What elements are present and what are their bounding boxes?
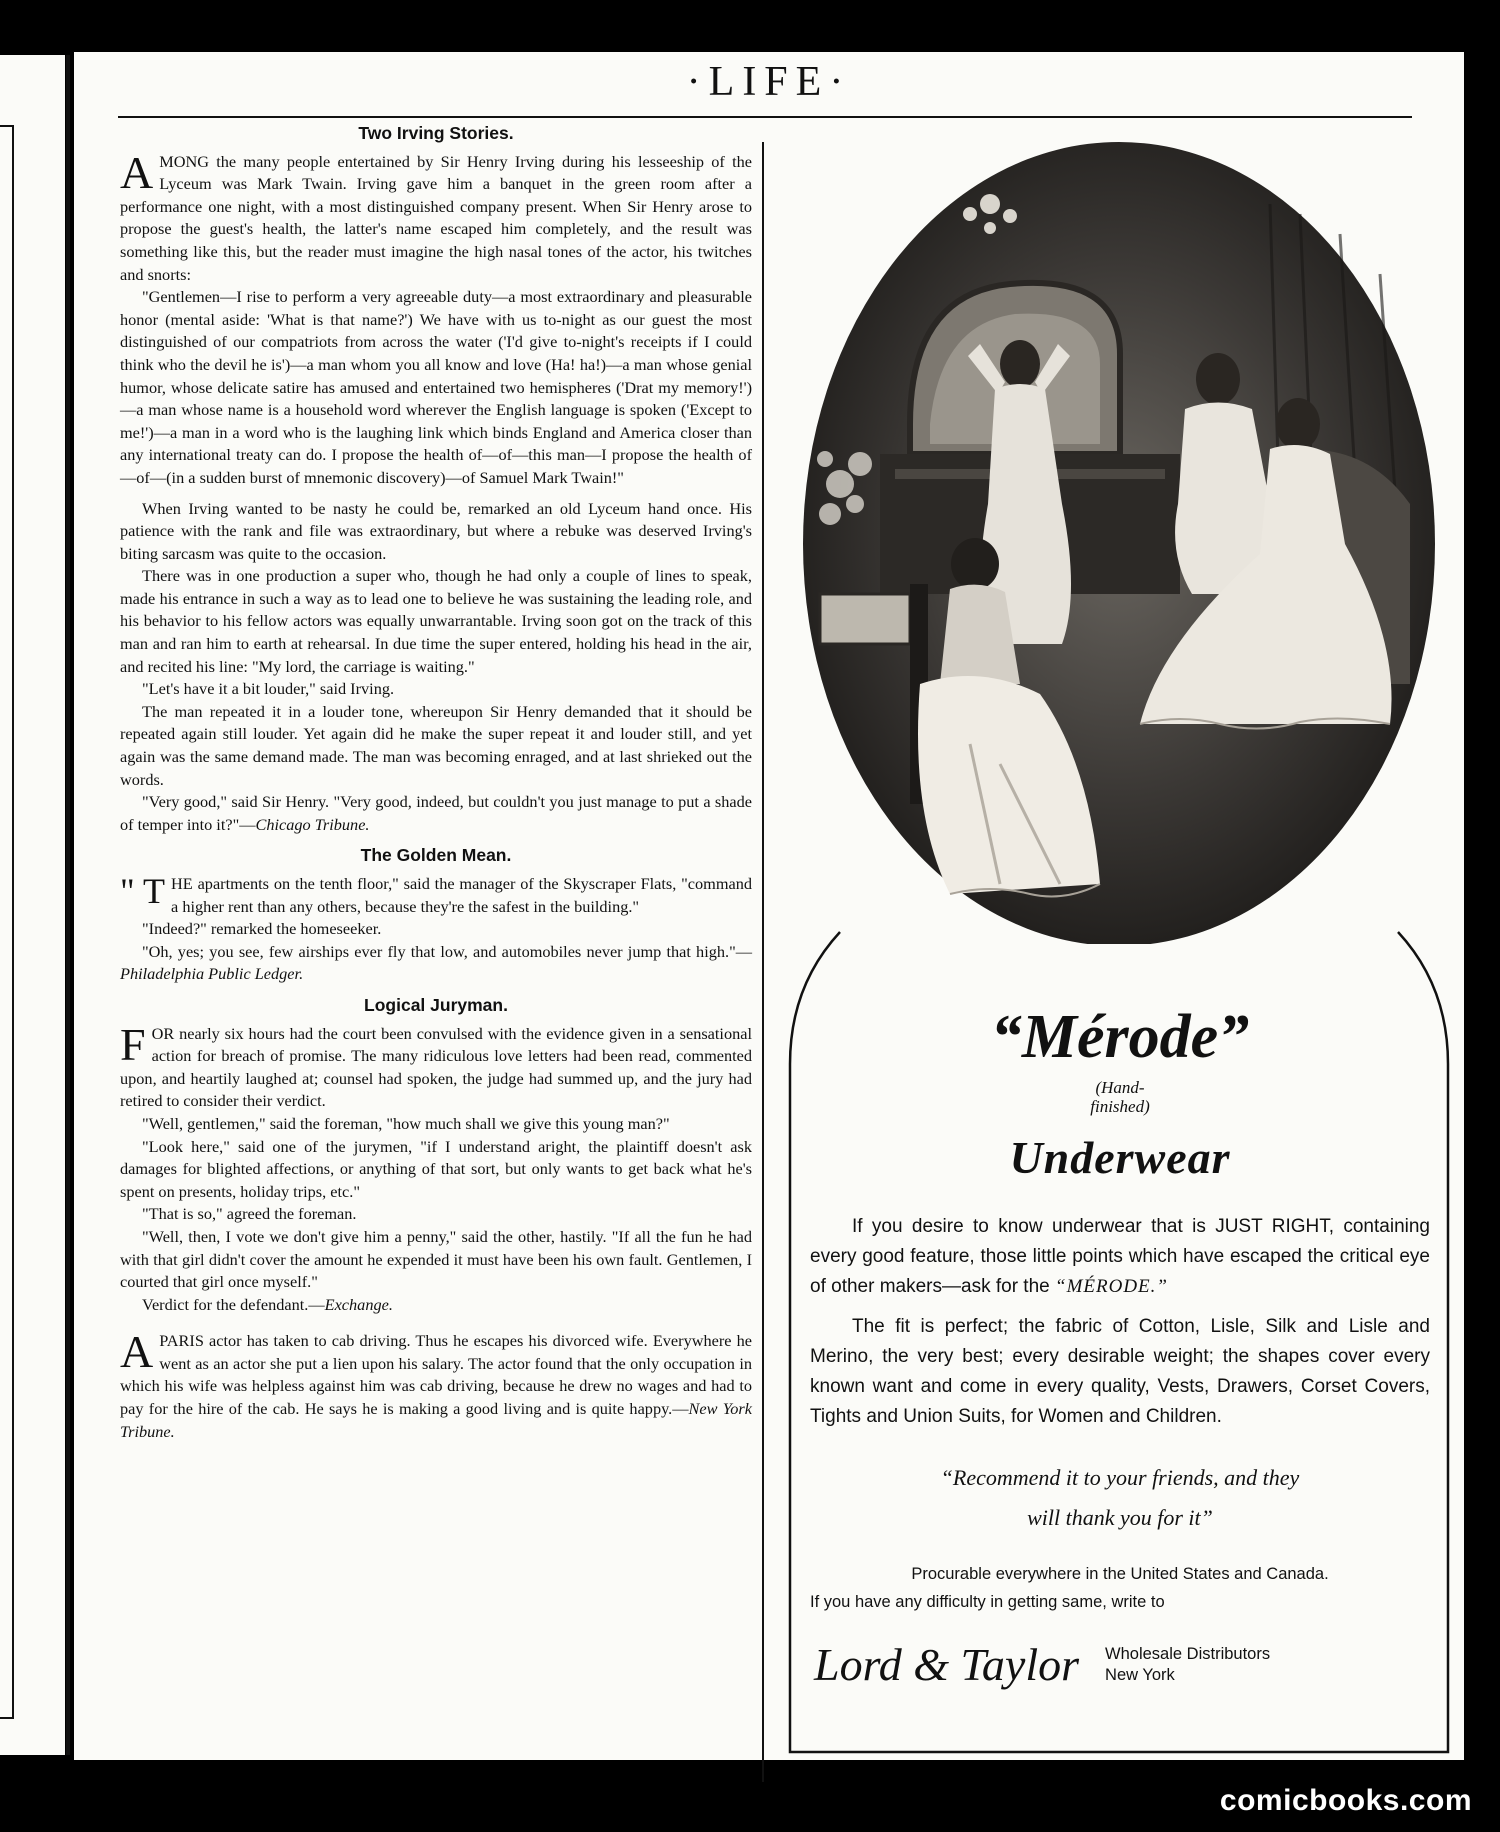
hand-finished-line: (Hand- bbox=[1095, 1078, 1145, 1097]
story-paragraph bbox=[120, 1326, 752, 1443]
paragraph-text: "Oh, yes; you see, few airships ever fly that low, and automobiles never jump that high."— bbox=[142, 941, 752, 961]
story-paragraph bbox=[120, 146, 752, 287]
text-column bbox=[120, 122, 752, 1443]
drop-cap: A bbox=[120, 1326, 154, 1378]
availability-note: Procurable everywhere in the United States and Canada. bbox=[911, 1565, 1329, 1583]
merode-advertisement bbox=[780, 124, 1458, 1764]
story-paragraph: "Well, then, I vote we don't give him a penny," said the other, hastily. "If all the fun he had with that girl didn't cover the amount he expended it must have been his own fault. Gentlemen, I courted that girl once myself." bbox=[120, 1226, 752, 1292]
drop-cap: " T bbox=[120, 871, 166, 911]
distributor-line: Wholesale Distributors bbox=[1105, 1645, 1271, 1663]
ad-illustration bbox=[800, 124, 1438, 944]
company-signature-row bbox=[810, 1638, 1430, 1692]
ad-copy bbox=[810, 1004, 1430, 1692]
column-divider bbox=[762, 142, 764, 1782]
story-title: Two Irving Stories. bbox=[358, 123, 514, 143]
story-paragraph bbox=[120, 1018, 752, 1113]
story-logical-juryman bbox=[120, 994, 752, 1316]
magazine-page bbox=[74, 52, 1464, 1760]
story-title: The Golden Mean. bbox=[360, 845, 512, 866]
drop-cap: F bbox=[120, 1018, 146, 1070]
story-paragraph bbox=[120, 791, 752, 836]
story-paragraph bbox=[120, 941, 752, 986]
paragraph-text: MONG the many people entertained by Sir Henry Irving during his lesseeship of the Lyceum was Mark Twain. Irving gave him a banquet in the green room after a performance one night, with a most distinguished company present. When Sir Henry arose to propose the guest's health, the latter's name escaped him completely, and the result was something like this, but the reader must imagine the high nasal tones of the actor, his twitches and snorts: bbox=[120, 151, 752, 284]
facing-page-edge bbox=[0, 55, 65, 1755]
story-title: Logical Juryman. bbox=[364, 994, 508, 1015]
company-name: Lord & Taylor bbox=[814, 1639, 1080, 1690]
story-paragraph: The man repeated it in a louder tone, whereupon Sir Henry demanded that it should be repeated again still louder. Yet again did he make the super repeat it and louder still, and yet again was the same demand made. The man was becoming enraged, and at last shrieked out the words. bbox=[120, 701, 752, 789]
page-spine bbox=[66, 55, 70, 1755]
story-source: Chicago Tribune. bbox=[255, 814, 370, 834]
story-paragraph: "Gentlemen—I rise to perform a very agreeable duty—a most extraordinary and pleasurable honor (mental aside: 'What is that name?') We have with us to-night as our guest the most distinguished of our compatriots from across the water ('I'd give to-night's receipts if I could think who the devil he is')—a man whom you all know and love (Ha! ha!)—a man whose genial humor, whose delicate satire has amused and entertained two hemispheres ('Drat my memory!')—a man whose name is a household word wherever the English language is spoken ('Except to me!')—a man in a word who is the laughing link which binds England and America closer than any international treaty can do. I propose the health of—of—this man—I propose the health of—of—(in a sudden burst of mnemonic discovery)—of Samuel Mark Twain!" bbox=[120, 287, 752, 487]
brand-mention: “MÉRODE.” bbox=[1055, 1276, 1168, 1297]
story-source: New York Tribune. bbox=[120, 1399, 752, 1441]
story-paragraph bbox=[120, 1294, 752, 1317]
product-name: Underwear bbox=[1009, 1132, 1231, 1183]
story-golden-mean bbox=[120, 844, 752, 986]
slogan-line: “Recommend it to your friends, and they bbox=[940, 1465, 1300, 1490]
brand-name: “Mérode” bbox=[990, 1003, 1250, 1071]
story-paragraph: There was in one production a super who, though he had only a couple of lines to speak, made his entrance in such a way as to lead one to believe he was sustaining the leading role, and his behavior to his fellow actors was equally unwarrantable. Irving soon got on the track of this man and ran him to earth at rehearsal. In due time the super entered, holding his head in the air, and recited his line: "My lord, the carriage is waiting." bbox=[120, 566, 752, 676]
facing-page-border bbox=[0, 125, 14, 1719]
story-two-irving-stories bbox=[120, 122, 752, 836]
hand-finished-note bbox=[810, 1078, 1430, 1116]
paragraph-text: Verdict for the defendant.— bbox=[142, 1294, 325, 1314]
ad-paragraph bbox=[810, 1212, 1430, 1302]
story-paragraph: "Let's have it a bit louder," said Irving. bbox=[142, 679, 395, 699]
paragraph-text: HE apartments on the tenth floor," said the manager of the Skyscraper Flats, "command a higher rent than any others, because they're the safest in the building." bbox=[171, 874, 752, 916]
contact-note: If you have any difficulty in getting same, write to bbox=[810, 1593, 1165, 1611]
site-watermark: comicbooks.com bbox=[1219, 1784, 1472, 1817]
slogan-line: will thank you for it” bbox=[1027, 1505, 1213, 1530]
ad-paragraph: The fit is perfect; the fabric of Cotton, Lisle, Silk and Lisle and Merino, the very best; every desirable weight; the shapes cover every known want and come in every quality, Vests, Drawers, Corset Covers, Tights and Union Suits, for Women and Children. bbox=[810, 1316, 1430, 1427]
paragraph-text: "Very good," said Sir Henry. "Very good, indeed, but couldn't you just manage to put a shade of temper into it?"— bbox=[120, 792, 752, 834]
story-paragraph: "That is so," agreed the foreman. bbox=[142, 1204, 357, 1224]
ad-paragraph-text: If you desire to know underwear that is JUST RIGHT, containing every good feature, those little points which have escaped the critical eye of other makers—ask for the bbox=[810, 1216, 1430, 1297]
distributor-line: New York bbox=[1105, 1666, 1175, 1684]
story-paragraph: "Indeed?" remarked the homeseeker. bbox=[142, 919, 382, 939]
drop-cap: A bbox=[120, 146, 154, 198]
story-source: Exchange. bbox=[324, 1294, 393, 1314]
story-paragraph bbox=[120, 873, 752, 918]
story-paragraph: "Well, gentlemen," said the foreman, "how much shall we give this young man?" bbox=[142, 1113, 670, 1133]
masthead-rule bbox=[118, 116, 1412, 118]
story-source: Philadelphia Public Ledger. bbox=[120, 964, 304, 984]
distributor-info bbox=[1105, 1644, 1270, 1686]
paragraph-text: PARIS actor has taken to cab driving. Thus he escapes his divorced wife. Everywhere he went as an actor she put a lien upon his salary. The actor found that the only occupation in which his wife was helpless against him was cab driving, because he drew no wages and had to pay for the hire of the cab. He says he is making a good living and is quite happy.— bbox=[120, 1331, 752, 1419]
ad-slogan bbox=[810, 1458, 1430, 1538]
masthead: ·LIFE· bbox=[686, 59, 852, 105]
hand-finished-line: finished) bbox=[1090, 1097, 1150, 1116]
story-paragraph: "Look here," said one of the jurymen, "if I understand aright, the plaintiff doesn't ask damages for blighted affections, or anything of that sort, but only wants to get back what he's spent on presents, holiday trips, etc." bbox=[120, 1136, 752, 1201]
story-paris-actor bbox=[120, 1326, 752, 1443]
paragraph-text: OR nearly six hours had the court been convulsed with the evidence given in a sensational action for breach of promise. The many ridiculous love letters had been read, commented upon, and heartily laughed at; counsel had spoken, the judge had summed up, and the jury had retired to consider their verdict. bbox=[120, 1023, 752, 1111]
story-paragraph: When Irving wanted to be nasty he could be, remarked an old Lyceum hand once. His patience with the rank and file was extraordinary, but where a rebuke was deserved Irving's biting sarcasm was quite to the occasion. bbox=[120, 498, 752, 563]
